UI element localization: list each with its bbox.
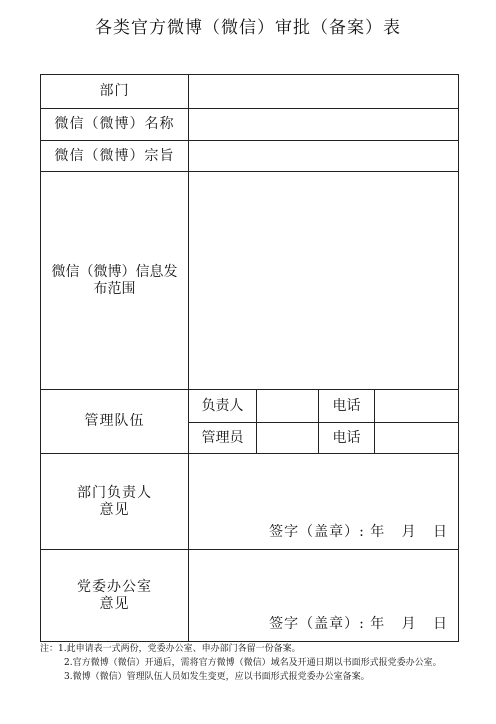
publish-scope-label-line1: 微信（微博）信息发 bbox=[51, 263, 178, 280]
account-purpose-label: 微信（微博）宗旨 bbox=[41, 141, 189, 172]
department-label: 部门 bbox=[41, 75, 189, 109]
note-2: 2.官方微博（微信）开通后，需将官方微博（微信）域名及开通日期以书面形式报党委办公室。 bbox=[64, 658, 442, 668]
account-name-field[interactable] bbox=[189, 109, 459, 141]
phone-field-2[interactable] bbox=[375, 423, 459, 454]
party-office-opinion-label-line1: 党委办公室 bbox=[77, 578, 152, 595]
approval-form-table bbox=[40, 74, 459, 642]
party-office-opinion-label-line2: 意见 bbox=[99, 595, 130, 612]
account-purpose-field[interactable] bbox=[189, 141, 459, 172]
administrator-label: 管理员 bbox=[189, 423, 257, 454]
note-3: 3.微博（微信）管理队伍人员如发生变更，应以书面形式报党委办公室备案。 bbox=[64, 672, 370, 682]
signature-date-line-1: 签字（盖章）: 年 月 日 bbox=[269, 524, 448, 541]
signature-date-line-2: 签字（盖章）: 年 月 日 bbox=[269, 616, 448, 633]
publish-scope-label-line2: 布范围 bbox=[93, 280, 136, 297]
note-1: 注：1.此申请表一式两份，党委办公室、申办部门各留一份备案。 bbox=[40, 644, 301, 654]
administrator-field[interactable] bbox=[257, 423, 319, 454]
party-office-opinion-label bbox=[41, 550, 189, 642]
department-field[interactable] bbox=[189, 75, 459, 109]
dept-head-opinion-label-line2: 意见 bbox=[99, 501, 130, 518]
account-name-label: 微信（微博）名称 bbox=[41, 109, 189, 141]
person-in-charge-label: 负责人 bbox=[189, 390, 257, 423]
phone-field-1[interactable] bbox=[375, 390, 459, 423]
dept-head-opinion-label-line1: 部门负责人 bbox=[77, 484, 152, 501]
dept-head-opinion-label bbox=[41, 454, 189, 550]
party-office-opinion-field[interactable] bbox=[189, 550, 459, 642]
management-team-label: 管理队伍 bbox=[41, 390, 189, 454]
phone-label-2: 电话 bbox=[319, 423, 375, 454]
form-title: 各类官方微博（微信）审批（备案）表 bbox=[95, 18, 401, 38]
form-notes bbox=[40, 642, 465, 684]
publish-scope-field[interactable] bbox=[189, 172, 459, 390]
phone-label-1: 电话 bbox=[319, 390, 375, 423]
publish-scope-label bbox=[41, 172, 189, 390]
person-in-charge-field[interactable] bbox=[257, 390, 319, 423]
dept-head-opinion-field[interactable] bbox=[189, 454, 459, 550]
